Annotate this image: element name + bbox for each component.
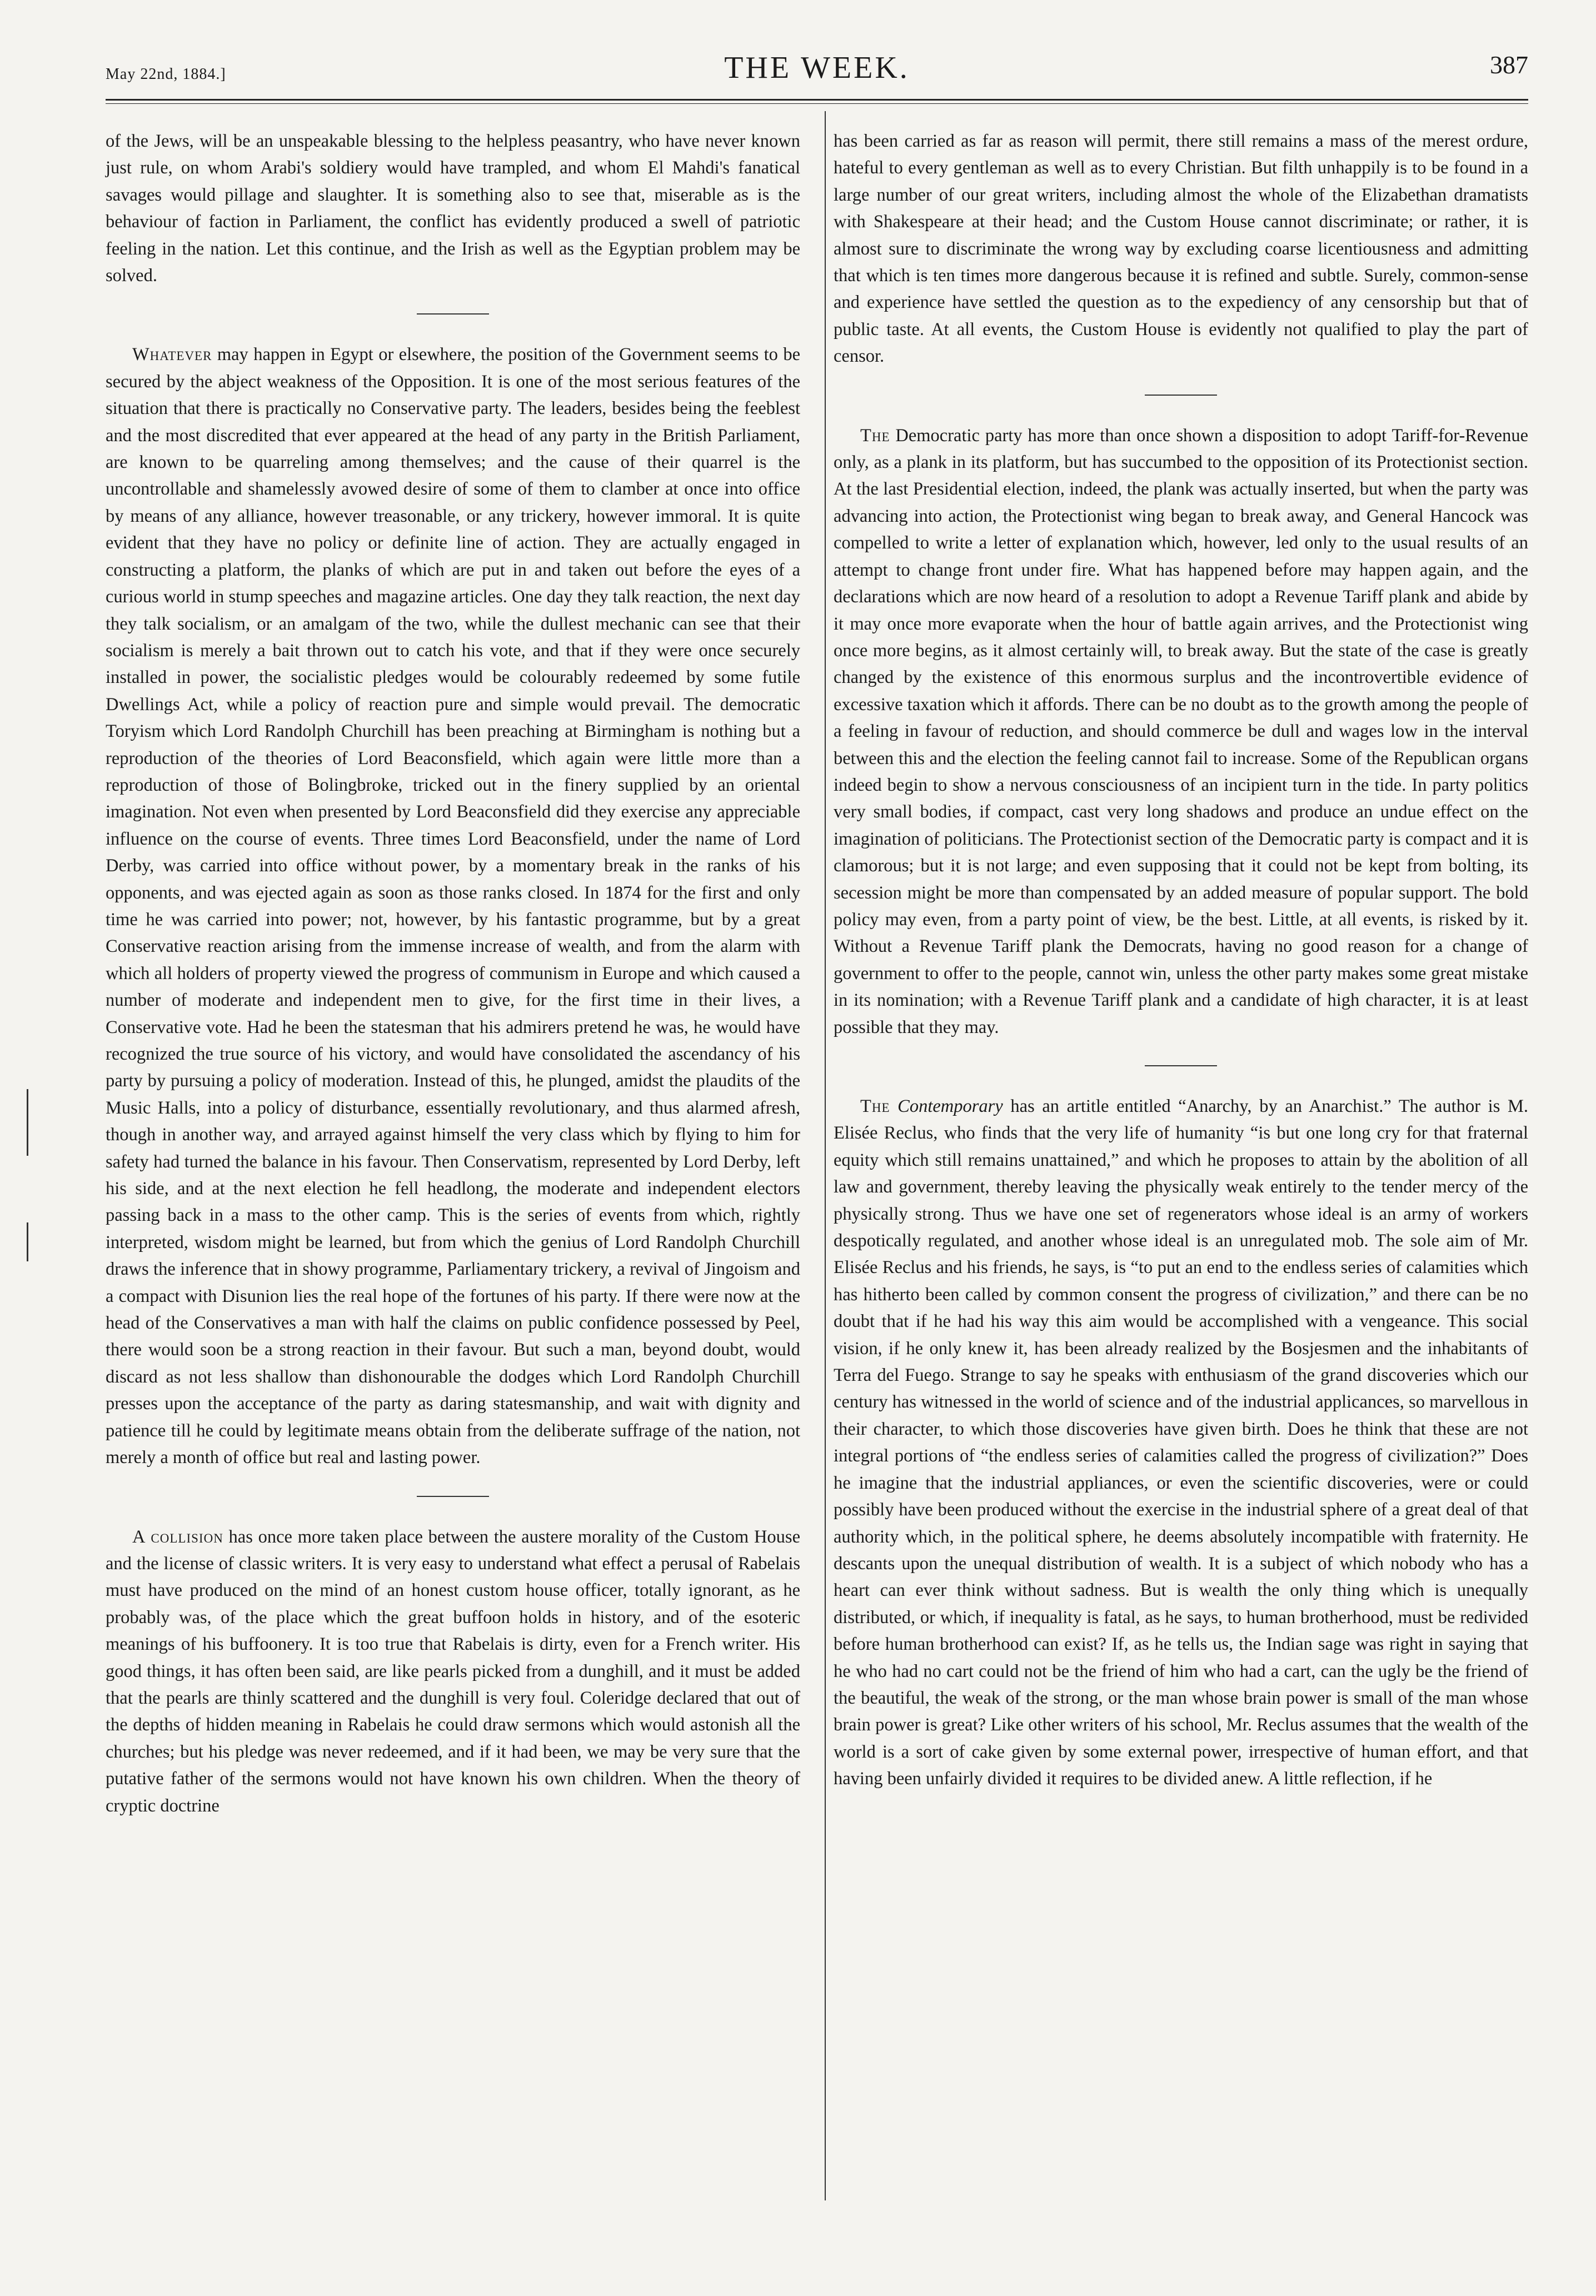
- right-column: [834, 128, 1528, 1804]
- article-custom-house: [106, 1524, 800, 1819]
- header-rule: [106, 99, 1528, 101]
- article-body: has an artitle entitled “Anarchy, by an Anarchist.” The author is M. Elisée Reclus, who finds that the very life of humanity “is but one long cry for that fraternal equity which still remains unattained,” and which he proposes to attain by the abolition of all law and government, thereby leaving the physically weak entirely to the tender mercy of the physically strong. Thus we have one set of regenerators whose ideal is an army of workers despotically regulated, and another whose ideal is an unregulated mob. The sole aim of Mr. Elisée Reclus and his friends, he says, is “to put an end to the endless series of calamities which has hitherto been called by common consent the progress of civilization,” and there can be no doubt that if he had his way this aim would be accomplished with a vengeance. This social vision, if he only knew it, has been already realized by the Bosjesmen and the inhabitants of Terra del Fuego. Strange to say he speaks with enthusiasm of the grand discoveries which our century has witnessed in the world of science and of the industrial applicances, so marvellous in their character, to which those discoveries have given birth. Does he think that these are not integral portions of “the endless series of calamities called the progress of civilization?” Does he imagine that the industrial appliances, or even the scientific discoveries, were or could possibly have been produced without the exercise in the industrial sphere of a great deal of that authority which, in the political sphere, he deems absolutely incompatible with fraternity. He descants upon the unequal distribution of wealth. It is a subject of which nobody who has a heart can ever think without sadness. But is wealth the only thing which is unequally distributed, or which, if inequality is fatal, as he says, to human brotherhood, must be redivided before human brotherhood can exist? If, as he tells us, the Indian sage was right in saying that he who had no cart could not be the friend of him who had a cart, can the ugly be the friend of the beautiful, the weak of the strong, or the man whose brain power is small of the man whose brain power is great? Like other writers of his school, Mr. Reclus assumes that the wealth of the world is a sort of cake given by some external power, irrespective of human effort, and that having been unfairly divided it requires to be divided anew. A little reflection, if he: [834, 1096, 1529, 1789]
- article-separator: [417, 1496, 489, 1497]
- article-separator: [1145, 1065, 1217, 1066]
- article-lead-word: Whatever: [132, 345, 212, 365]
- page-number: 387: [1490, 51, 1528, 79]
- article-opposition: [106, 341, 800, 1471]
- newspaper-title: THE WEEK.: [724, 51, 910, 85]
- left-column: [106, 128, 800, 1830]
- article-lead-word: The: [860, 1096, 890, 1116]
- article-separator: [1145, 395, 1217, 396]
- column-divider: [825, 111, 826, 2200]
- article-body: Democratic party has more than once shown a disposition to adopt Tariff-for-Revenue only, as a plank in its platform, but has succumbed to the opposition of its Protectionist section. At the last Presidential election, indeed, the plank was actually inserted, but when the party was advancing into action, the Protectionist wing began to break away, and General Hancock was compelled to write a letter of explanation which, however, led only to the usual results of an attempt to change front under fire. What has happened before may happen again, and the declarations which are now heard of a resolution to adopt a Revenue Tariff plank and abide by it may once more evaporate when the hour of battle again arrives, and the Protectionist wing once more begins, as it almost certainly will, to break away. But the state of the case is greatly changed by the existence of this enormous surplus and the incontrovertible evidence of excessive taxation which it affords. There can be no doubt as to the growth among the people of a feeling in favour of reduction, and should commerce be dull and wages low in the interval between this and the election the feeling cannot fail to increase. Some of the Republican organs indeed begin to show a nervous consciousness of an incipient turn in the tide. In party politics very small bodies, if compact, cast very long shadows and produce an undue effect on the imagination of politicians. The Protectionist section of the Democratic party is compact and it is clamorous; but it is not large; and even supposing that it could not be kept from bolting, its secession might be more than compensated by an added measure of popular support. The bold policy may even, from a party point of view, be the best. Little, at all events, is risked by it. Without a Revenue Tariff plank the Democrats, having no good reason for a change of government to offer to the people, cannot win, unless the other party makes some great mistake in its nomination; with a Revenue Tariff plank and a candidate of high character, it is at least possible that they may.: [834, 425, 1528, 1037]
- article-body: has once more taken place between the austere morality of the Custom House and the license of classic writers. It is very easy to understand what effect a perusal of Rabelais must have produced on the mind of an honest custom house officer, totally ignorant, as he probably was, of the place which the great buffoon holds in history, and of the esoteric meanings of his buffoonery. It is too true that Rabelais is dirty, even for a French writer. His good things, it has often been said, are like pearls picked from a dunghill, and it must be added that the pearls are thinly scattered and the dunghill is very foul. Coleridge declared that out of the depths of hidden meaning in Rabelais he could draw sermons which would astonish all the churches; but his pledge was never redeemed, and if it had been, we may be very sure that the putative father of the sermons would not have known his own children. When the theory of cryptic doctrine: [106, 1526, 800, 1816]
- article-anarchy: [834, 1093, 1528, 1793]
- article-lead-word: The: [860, 425, 890, 446]
- binding-mark: [27, 1222, 28, 1261]
- article-separator: [417, 313, 489, 315]
- binding-mark: [27, 1089, 28, 1156]
- article-custom-house-cont: has been carried as far as reason will permit, there still remains a mass of the merest ordure, hateful to every gentleman as well as to every Christian. But filth unhappily is to be found in a large number of our great writers, including almost the whole of the Elizabethan dramatists with Shakespeare at their head; and the Custom House cannot discriminate; or rather, it is almost sure to discriminate the wrong way by excluding coarse licentiousness and admitting that which is ten times more dangerous because it is refined and subtle. Surely, common-sense and experience have settled the question as to the expediency of any censorship but that of public taste. At all events, the Custom House is evidently not qualified to play the part of censor.: [834, 131, 1528, 367]
- article-democratic-party: [834, 422, 1528, 1041]
- publication-name: Contemporary: [897, 1096, 1003, 1116]
- header-rule-thin: [106, 103, 1528, 104]
- masthead: [106, 50, 1528, 111]
- article-lead-word: A collision: [132, 1526, 223, 1547]
- article-body: may happen in Egypt or elsewhere, the position of the Government seems to be secured by the abject weakness of the Opposition. It is one of the most serious features of the situation that there is practically no Conservative party. The leaders, besides being the feeblest and the most discredited that ever appeared at the head of any party in the British Parliament, are known to be quarreling among themselves; and the cause of their quarrel is the uncontrollable and shamelessly avowed desire of some of them to clamber at once into office by means of any alliance, however treasonable, or any trickery, however immoral. It is quite evident that they have no policy or definite line of action. They are actually engaged in constructing a platform, the planks of which are put in and taken out before the eyes of a curious world in stump speeches and magazine articles. One day they talk reaction, the next day they talk socialism, or an amalgam of the two, while the dullest mechanic can see that their socialism is merely a bait thrown out to catch his vote, and that if they were once securely installed in power, the socialistic pledges would be colourably redeemed by some futile Dwellings Act, while a policy of reaction pure and simple would prevail. The democratic Toryism which Lord Randolph Churchill has been preaching at Birmingham is nothing but a reproduction of the theories of Lord Beaconsfield, which again were little more than a reproduction of those of Bolingbroke, tricked out in the finery supplied by an oriental imagination. Not even when presented by Lord Beaconsfield did they exercise any appreciable influence on the course of events. Three times Lord Beaconsfield, under the name of Lord Derby, was carried into office without power, by a momentary break in the ranks of his opponents, and was ejected again as soon as those ranks closed. In 1874 for the first and only time he was carried into power; not, however, by his fantastic programme, but by a great Conservative reaction arising from the immense increase of wealth, and from the alarm with which all holders of property viewed the progress of communism in Europe and which caused a number of moderate and independent men to give, for the first time in their lives, a Conservative vote. Had he been the statesman that his admirers pretend he was, he would have recognized the true source of his victory, and would have consolidated the ascendancy of his party by pursuing a policy of moderation. Instead of this, he plunged, amidst the plaudits of the Music Halls, into a policy of disturbance, essentially revolutionary, and thus alarmed afresh, though in another way, and arrayed against himself the very class which by flying to him for safety had turned the balance in his favour. Then Conservatism, represented by Lord Derby, left his side, and at the next election he fell headlong, the moderate and independent electors passing back in a mass to the other camp. This is the series of events from which, rightly interpreted, wisdom might be learned, but from which the genius of Lord Randolph Churchill draws the inference that in showy programme, Parliamentary trickery, a revival of Jingoism and a compact with Disunion lies the real hope of the fortunes of his party. If there were now at the head of the Conservatives a man with half the claims on public confidence possessed by Peel, there would soon be a strong reaction in their favour. But such a man, beyond doubt, would discard as not less shallow than dishonourable the dodges which Lord Randolph Churchill presses upon the acceptance of the party as daring statesmanship, and wait with dignity and patience till he could by legitimate means obtain from the deliberate suffrage of the nation, not merely a month of office but real and lasting power.: [106, 345, 800, 1468]
- issue-date: May 22nd, 1884.]: [106, 66, 226, 83]
- article-egypt-end: of the Jews, will be an unspeakable blessing to the helpless peasantry, who have never known just rule, on whom Arabi's soldiery would have trampled, and whom El Mahdi's fanatical savages would pillage and slaughter. It is something also to see that, miserable as is the behaviour of faction in Parliament, the conflict has evidently produced a swell of patriotic feeling in the nation. Let this continue, and the Irish as well as the Egyptian problem may be solved.: [106, 131, 800, 286]
